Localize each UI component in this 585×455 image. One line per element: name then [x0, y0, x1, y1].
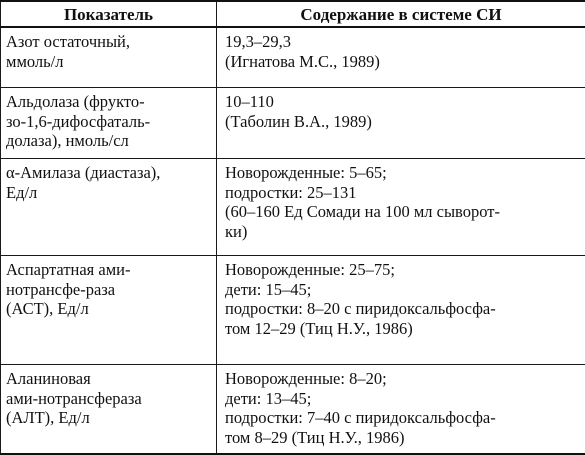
- table-row: [1, 88, 585, 159]
- cell-line: 19,3–29,3: [225, 32, 579, 52]
- cell-line: том 12–29 (Тиц Н.У., 1986): [225, 319, 579, 339]
- cell-line: Азот остаточный,: [6, 32, 210, 52]
- cell-line: ки): [225, 222, 579, 242]
- table-row: [1, 27, 585, 88]
- cell-line: дети: 13–45;: [225, 389, 579, 409]
- content-cell: [217, 256, 585, 365]
- table-row: [1, 159, 585, 256]
- cell-line: Новорожденные: 5–65;: [225, 163, 579, 183]
- header-indicator: Показатель: [1, 1, 217, 27]
- cell-line: Новорожденные: 8–20;: [225, 369, 579, 389]
- cell-line: Аспартатная ами-: [6, 260, 210, 280]
- content-cell: [217, 27, 585, 88]
- content-cell: [217, 365, 585, 455]
- cell-line: долаза), нмоль/сл: [6, 131, 210, 151]
- cell-line: (Игнатова М.С., 1989): [225, 52, 579, 72]
- content-cell: [217, 159, 585, 256]
- cell-line: дети: 15–45;: [225, 280, 579, 300]
- table-header: [1, 1, 585, 27]
- cell-line: нотрансфе-раза: [6, 280, 210, 300]
- cell-line: зо-1,6-дифосфаталь-: [6, 112, 210, 132]
- indicator-cell: [1, 365, 217, 455]
- header-row: [1, 1, 585, 27]
- cell-line: ммоль/л: [6, 52, 210, 72]
- cell-line: (АЛТ), Ед/л: [6, 408, 210, 428]
- cell-line: Аланиновая: [6, 369, 210, 389]
- cell-line: (Таболин В.А., 1989): [225, 112, 579, 132]
- indicator-cell: [1, 27, 217, 88]
- table-row: [1, 256, 585, 365]
- cell-line: (АСТ), Ед/л: [6, 299, 210, 319]
- cell-line: Ед/л: [6, 183, 210, 203]
- indicator-cell: [1, 88, 217, 159]
- cell-line: (60–160 Ед Сомади на 100 мл сыворот-: [225, 202, 579, 222]
- cell-line: α-Амилаза (диастаза),: [6, 163, 210, 183]
- cell-line: подростки: 25–131: [225, 183, 579, 203]
- content-cell: [217, 88, 585, 159]
- table-row: [1, 365, 585, 455]
- cell-line: Новорожденные: 25–75;: [225, 260, 579, 280]
- cell-line: том 8–29 (Тиц Н.У., 1986): [225, 428, 579, 448]
- cell-line: подростки: 7–40 с пиридоксальфосфа-: [225, 408, 579, 428]
- cell-line: 10–110: [225, 92, 579, 112]
- table-body: [1, 27, 585, 454]
- cell-line: Альдолаза (фрукто-: [6, 92, 210, 112]
- indicator-cell: [1, 256, 217, 365]
- cell-line: подростки: 8–20 с пиридоксальфосфа-: [225, 299, 579, 319]
- header-content: Содержание в системе СИ: [217, 1, 585, 27]
- indicator-cell: [1, 159, 217, 256]
- cell-line: ами-нотрансфераза: [6, 389, 210, 409]
